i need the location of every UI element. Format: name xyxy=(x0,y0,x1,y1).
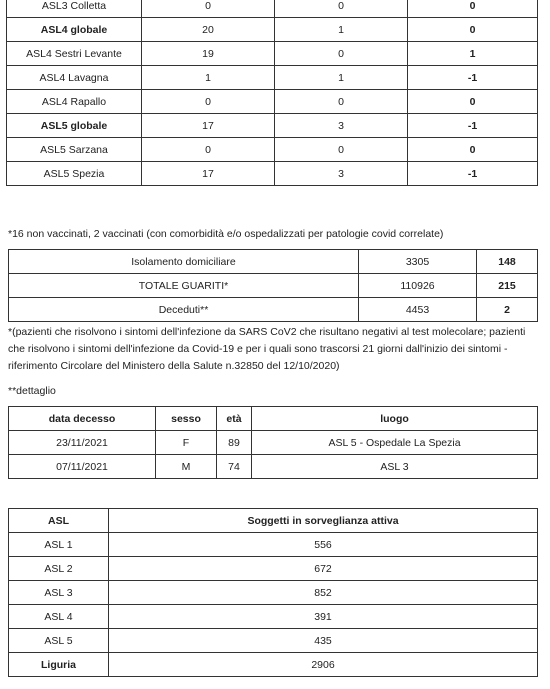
summary-value-cell: 110926 xyxy=(359,274,477,298)
surveillance-table xyxy=(8,508,538,677)
asl-cases-table xyxy=(6,0,538,186)
value-cell: 0 xyxy=(275,42,408,66)
table-header-row xyxy=(9,407,538,431)
value-cell: 1 xyxy=(275,66,408,90)
asl-name-cell: ASL4 Sestri Levante xyxy=(7,42,142,66)
value-cell: 0 xyxy=(142,138,275,162)
place-cell: ASL 5 - Ospedale La Spezia xyxy=(252,431,538,455)
table-row xyxy=(7,138,538,162)
column-header: luogo xyxy=(252,407,538,431)
asl-name-cell: ASL4 Lavagna xyxy=(7,66,142,90)
asl-cell: ASL 3 xyxy=(9,581,109,605)
column-header: sesso xyxy=(156,407,217,431)
table-row xyxy=(7,114,538,138)
table-row xyxy=(9,431,538,455)
date-cell: 23/11/2021 xyxy=(9,431,156,455)
delta-cell: 0 xyxy=(408,0,538,18)
column-header: ASL xyxy=(9,509,109,533)
column-header: età xyxy=(217,407,252,431)
vaccination-note: *16 non vaccinati, 2 vaccinati (con comorbidità e/o ospedalizzati per patologie covid correlate) xyxy=(8,228,444,240)
asl-name-cell: ASL4 globale xyxy=(7,18,142,42)
asl-cell: ASL 5 xyxy=(9,629,109,653)
value-cell: 1 xyxy=(275,18,408,42)
summary-label-cell: TOTALE GUARITI* xyxy=(9,274,359,298)
deaths-detail-table xyxy=(8,406,538,479)
asl-cell: ASL 2 xyxy=(9,557,109,581)
summary-delta-cell: 2 xyxy=(477,298,538,322)
recovered-definition-note xyxy=(8,324,525,375)
column-header: data decesso xyxy=(9,407,156,431)
asl-cell: ASL 1 xyxy=(9,533,109,557)
date-cell: 07/11/2021 xyxy=(9,455,156,479)
table-row xyxy=(7,162,538,186)
value-cell: 1 xyxy=(142,66,275,90)
table-row xyxy=(9,557,538,581)
summary-delta-cell: 215 xyxy=(477,274,538,298)
value-cell: 0 xyxy=(142,90,275,114)
asl-name-cell: ASL5 Sarzana xyxy=(7,138,142,162)
table-row xyxy=(9,629,538,653)
delta-cell: -1 xyxy=(408,114,538,138)
asl-name-cell: ASL3 Colletta xyxy=(7,0,142,18)
asl-cell: ASL 4 xyxy=(9,605,109,629)
table-row xyxy=(9,455,538,479)
count-cell: 391 xyxy=(109,605,538,629)
detail-note: **dettaglio xyxy=(8,385,56,397)
table-row xyxy=(9,581,538,605)
age-cell: 89 xyxy=(217,431,252,455)
asl-name-cell: ASL5 globale xyxy=(7,114,142,138)
table-row xyxy=(7,66,538,90)
table-row xyxy=(9,274,538,298)
column-header: Soggetti in sorveglianza attiva xyxy=(109,509,538,533)
summary-value-cell: 3305 xyxy=(359,250,477,274)
count-cell: 852 xyxy=(109,581,538,605)
table-row xyxy=(9,533,538,557)
table-row xyxy=(9,298,538,322)
table-row xyxy=(7,0,538,18)
value-cell: 3 xyxy=(275,114,408,138)
delta-cell: 0 xyxy=(408,90,538,114)
asl-name-cell: ASL4 Rapallo xyxy=(7,90,142,114)
count-cell: 435 xyxy=(109,629,538,653)
summary-label-cell: Deceduti** xyxy=(9,298,359,322)
place-cell: ASL 3 xyxy=(252,455,538,479)
value-cell: 0 xyxy=(275,90,408,114)
total-label-cell: Liguria xyxy=(9,653,109,677)
asl-name-cell: ASL5 Spezia xyxy=(7,162,142,186)
summary-value-cell: 4453 xyxy=(359,298,477,322)
table-row xyxy=(7,90,538,114)
value-cell: 3 xyxy=(275,162,408,186)
value-cell: 0 xyxy=(275,138,408,162)
value-cell: 19 xyxy=(142,42,275,66)
note-line: riferimento Circolare del Ministero della Salute n.32850 del 12/10/2020) xyxy=(8,360,340,372)
delta-cell: 1 xyxy=(408,42,538,66)
table-row xyxy=(7,42,538,66)
summary-label-cell: Isolamento domiciliare xyxy=(9,250,359,274)
delta-cell: -1 xyxy=(408,162,538,186)
summary-delta-cell: 148 xyxy=(477,250,538,274)
age-cell: 74 xyxy=(217,455,252,479)
table-header-row xyxy=(9,509,538,533)
value-cell: 0 xyxy=(142,0,275,18)
note-line: *(pazienti che risolvono i sintomi dell'infezione da SARS CoV2 che risultano negativi al test molecolare; pazienti xyxy=(8,326,526,338)
delta-cell: 0 xyxy=(408,18,538,42)
delta-cell: 0 xyxy=(408,138,538,162)
value-cell: 20 xyxy=(142,18,275,42)
delta-cell: -1 xyxy=(408,66,538,90)
table-row xyxy=(9,605,538,629)
sex-cell: M xyxy=(156,455,217,479)
value-cell: 0 xyxy=(275,0,408,18)
sex-cell: F xyxy=(156,431,217,455)
table-row xyxy=(7,18,538,42)
note-line: che risolvono i sintomi dell'infezione da Covid-19 e per i quali sono trascorsi 21 giorni dall'inizio dei sintomi - xyxy=(8,343,508,355)
value-cell: 17 xyxy=(142,162,275,186)
value-cell: 17 xyxy=(142,114,275,138)
total-count-cell: 2906 xyxy=(109,653,538,677)
table-row xyxy=(9,250,538,274)
table-total-row xyxy=(9,653,538,677)
count-cell: 556 xyxy=(109,533,538,557)
count-cell: 672 xyxy=(109,557,538,581)
summary-table xyxy=(8,249,538,322)
